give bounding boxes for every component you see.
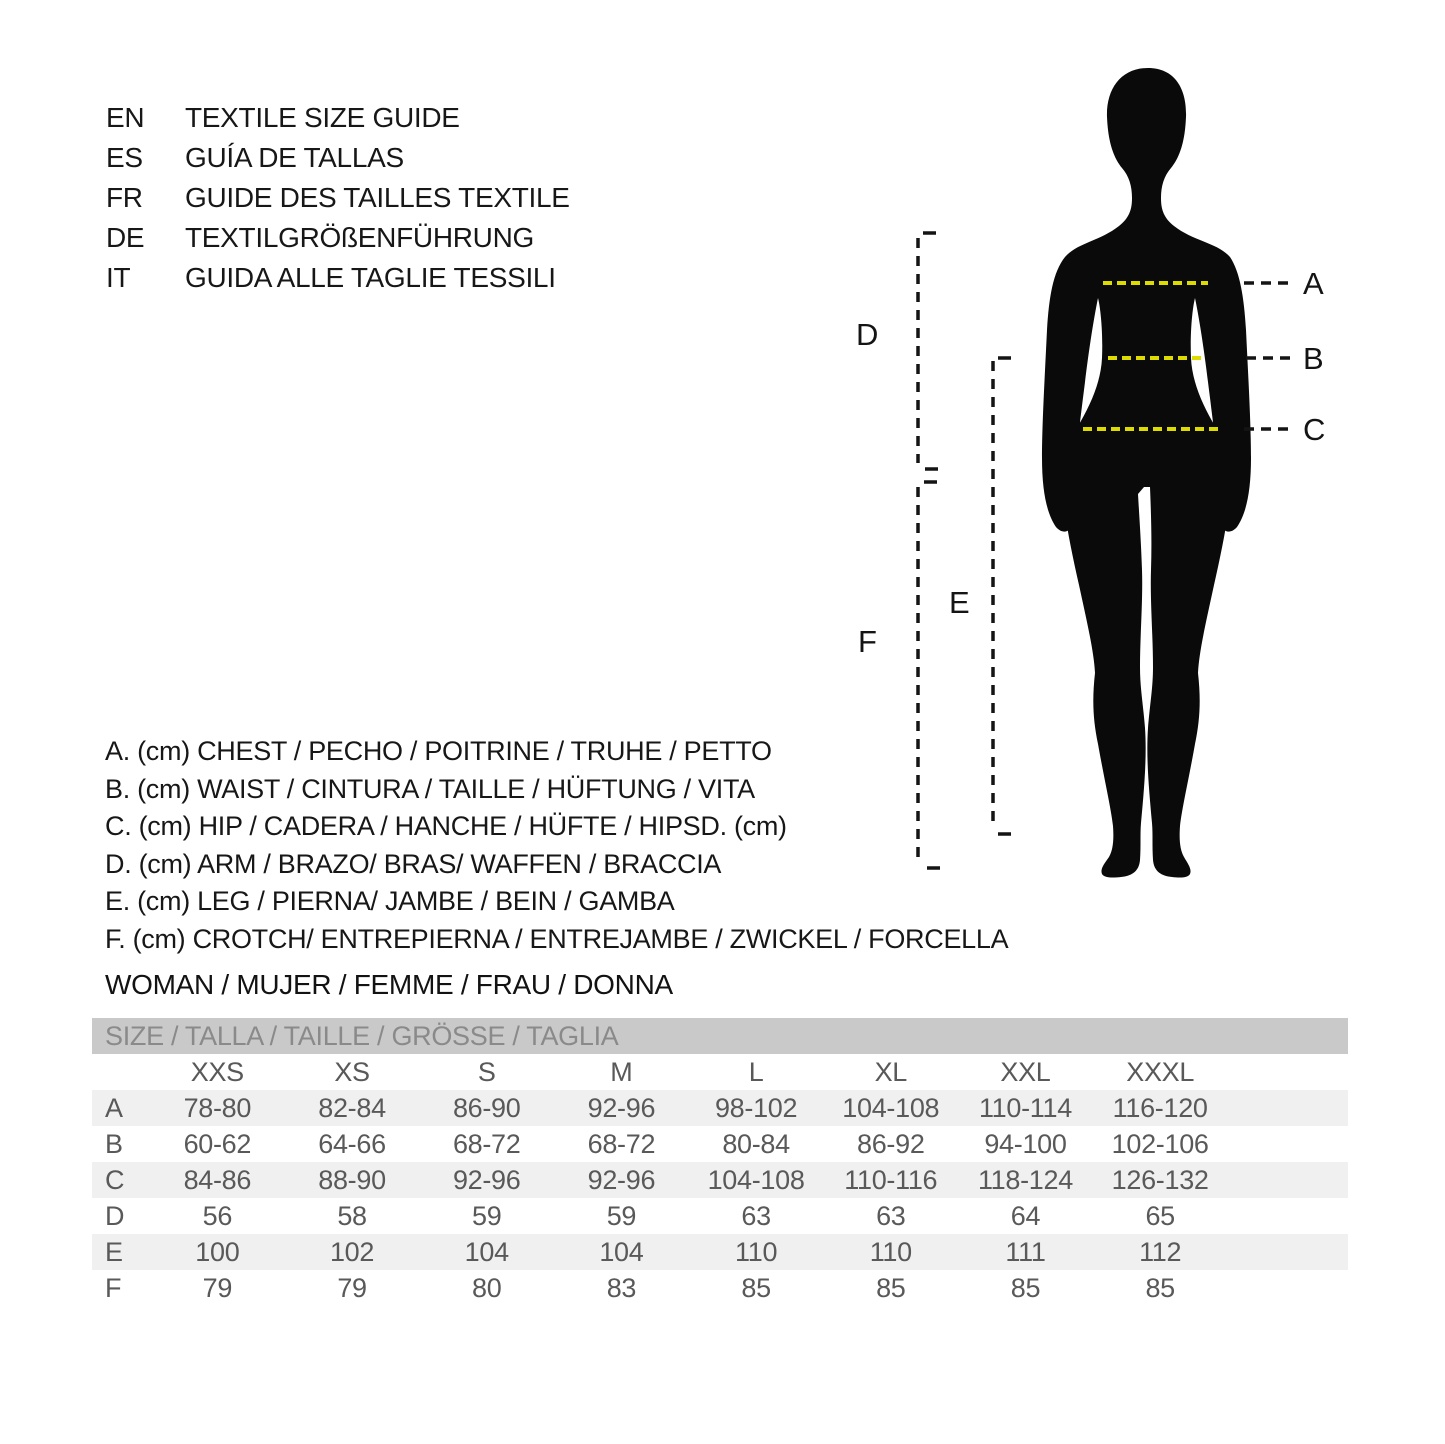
table-cell: 84-86	[183, 1165, 252, 1195]
table-cell: 63	[741, 1201, 771, 1231]
table-cell: 80-84	[722, 1129, 790, 1159]
table-cell: 88-90	[318, 1165, 386, 1195]
row-label: E	[105, 1237, 123, 1267]
table-cell: 92-96	[587, 1093, 656, 1123]
figure-label-b: B	[1303, 341, 1324, 376]
legend-line-c: C. (cm) HIP / CADERA / HANCHE / HÜFTE / HIPSD. (cm)	[105, 811, 787, 842]
table-cell: 59	[606, 1201, 637, 1231]
measurement-legend	[105, 733, 1008, 959]
row-label: B	[105, 1129, 123, 1159]
legend-line-b: B. (cm) WAIST / CINTURA / TAILLE / HÜFTUNG / VITA	[105, 773, 755, 804]
lang-code: DE	[106, 222, 145, 253]
table-cell: 78-80	[183, 1093, 252, 1123]
figure-label-e: E	[949, 585, 970, 620]
row-label: A	[105, 1093, 123, 1123]
table-row-c	[92, 1162, 1348, 1198]
table-cell: 64	[1010, 1201, 1041, 1231]
table-cell: 116-120	[1112, 1093, 1208, 1123]
table-cell: 83	[606, 1273, 637, 1303]
size-column-label: XS	[334, 1057, 370, 1087]
language-title-block	[106, 98, 570, 298]
size-column-label: M	[610, 1057, 633, 1087]
table-cell: 104-108	[842, 1093, 940, 1123]
size-column-label: XXL	[1000, 1057, 1051, 1087]
table-cell: 80	[472, 1273, 502, 1303]
figure-label-f: F	[858, 624, 877, 659]
table-cell: 102	[329, 1237, 375, 1267]
table-cell: 102-106	[1111, 1129, 1209, 1159]
table-row-e	[92, 1234, 1348, 1270]
table-cell: 63	[876, 1201, 906, 1231]
lang-code: EN	[106, 102, 145, 133]
table-cell: 86-90	[452, 1093, 521, 1123]
lang-title: GUIDA ALLE TAGLIE TESSILI	[185, 262, 556, 293]
table-cell: 92-96	[452, 1165, 521, 1195]
table-cell: 98-102	[714, 1093, 798, 1123]
row-label: F	[105, 1273, 122, 1303]
lang-title: GUIDE DES TAILLES TEXTILE	[185, 182, 570, 213]
lang-title: TEXTILGRÖßENFÜHRUNG	[185, 222, 534, 253]
table-cell: 126-132	[1111, 1165, 1209, 1195]
table-cell: 94-100	[984, 1129, 1067, 1159]
table-cell: 85	[876, 1273, 906, 1303]
lang-title: TEXTILE SIZE GUIDE	[185, 102, 460, 133]
size-column-label: S	[477, 1057, 496, 1087]
table-cell: 79	[202, 1273, 233, 1303]
table-row-d	[92, 1198, 1348, 1234]
woman-silhouette	[1042, 68, 1251, 878]
legend-line-e: E. (cm) LEG / PIERNA/ JAMBE / BEIN / GAMBA	[105, 886, 675, 917]
figure-label-a: A	[1303, 266, 1324, 301]
table-cell: 85	[741, 1273, 771, 1303]
section-title-woman: WOMAN / MUJER / FEMME / FRAU / DONNA	[105, 969, 673, 1000]
table-cell: 79	[337, 1273, 367, 1303]
table-cell: 112	[1139, 1237, 1182, 1267]
table-cell: 110	[869, 1237, 912, 1267]
legend-line-f: F. (cm) CROTCH/ ENTREPIERNA / ENTREJAMBE / ZWICKEL / FORCELLA	[105, 923, 1009, 954]
row-label: C	[105, 1165, 125, 1195]
lang-code: FR	[106, 182, 143, 213]
size-column-label: XXXL	[1126, 1057, 1195, 1087]
size-table-header-label: SIZE / TALLA / TAILLE / GRÖSSE / TAGLIA	[105, 1021, 619, 1051]
size-column-label: XXS	[190, 1057, 244, 1087]
table-cell: 65	[1145, 1201, 1175, 1231]
table-cell: 85	[1010, 1273, 1041, 1303]
lang-code: ES	[106, 142, 143, 173]
table-cell: 92-96	[587, 1165, 656, 1195]
table-row-b	[92, 1126, 1348, 1162]
row-label: D	[105, 1201, 125, 1231]
legend-line-d: D. (cm) ARM / BRAZO/ BRAS/ WAFFEN / BRACCIA	[105, 848, 722, 879]
figure-label-c: C	[1303, 412, 1326, 447]
table-cell: 111	[1005, 1237, 1046, 1267]
table-row-f	[92, 1270, 1348, 1306]
table-cell: 118-124	[977, 1165, 1073, 1195]
size-table	[92, 1018, 1348, 1306]
table-row-a	[92, 1090, 1348, 1126]
table-cell: 58	[337, 1201, 367, 1231]
size-column-label: L	[748, 1057, 764, 1087]
table-cell: 100	[195, 1237, 240, 1267]
table-cell: 56	[202, 1201, 233, 1231]
table-cell: 104-108	[707, 1165, 805, 1195]
table-cell: 104	[599, 1237, 644, 1267]
figure-label-d: D	[856, 317, 879, 352]
size-columns-row	[92, 1054, 1348, 1090]
lang-code: IT	[106, 262, 131, 293]
table-cell: 68-72	[452, 1129, 521, 1159]
table-cell: 64-66	[318, 1129, 386, 1159]
table-cell: 86-92	[857, 1129, 925, 1159]
table-cell: 110	[735, 1237, 778, 1267]
table-cell: 60-62	[183, 1129, 252, 1159]
size-table-header-bar	[92, 1018, 1348, 1054]
table-cell: 85	[1145, 1273, 1175, 1303]
legend-line-a: A. (cm) CHEST / PECHO / POITRINE / TRUHE / PETTO	[105, 736, 772, 766]
table-cell: 104	[464, 1237, 509, 1267]
table-cell: 68-72	[587, 1129, 656, 1159]
table-cell: 110-116	[844, 1165, 938, 1195]
size-column-label: XL	[874, 1057, 907, 1087]
table-cell: 82-84	[318, 1093, 386, 1123]
table-cell: 110-114	[978, 1093, 1072, 1123]
lang-title: GUÍA DE TALLAS	[185, 142, 404, 173]
table-cell: 59	[472, 1201, 502, 1231]
